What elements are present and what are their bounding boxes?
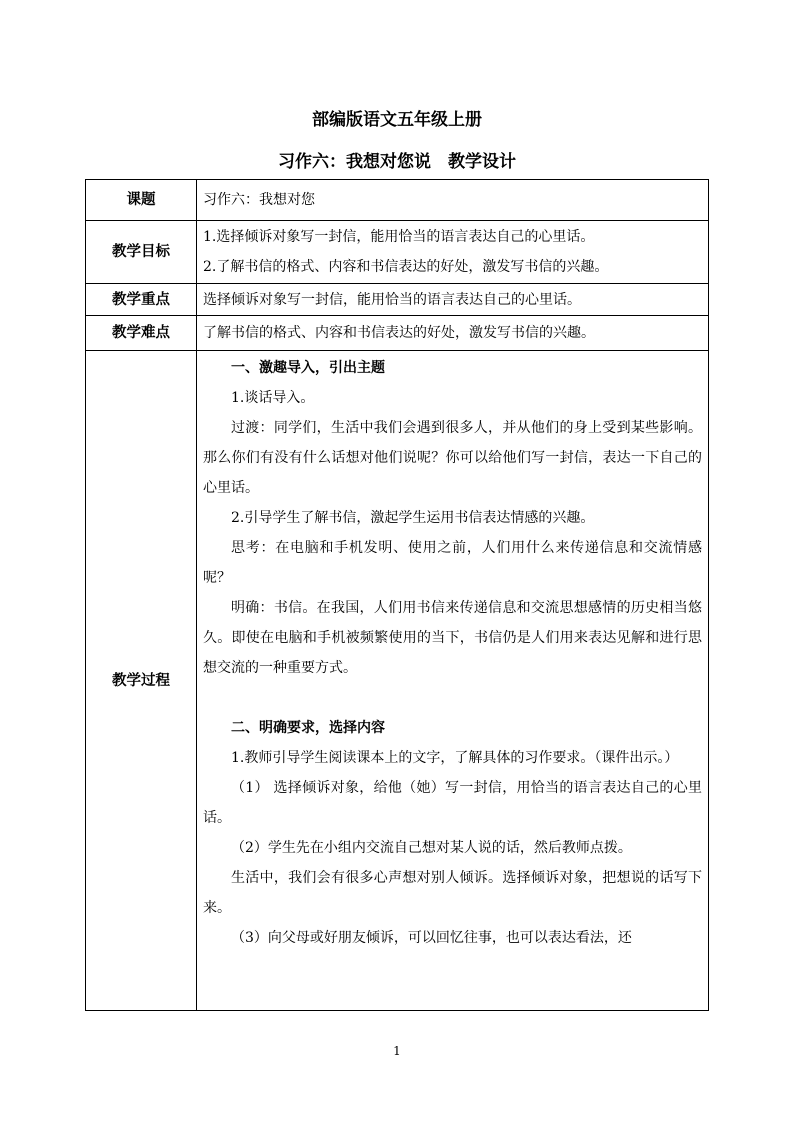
paragraph: 2.引导学生了解书信，激起学生运用书信表达情感的兴趣。 — [231, 510, 595, 526]
key-label: 教学重点 — [86, 284, 197, 316]
section-heading: 二、明确要求，选择内容 — [231, 720, 385, 736]
table-row — [86, 180, 709, 221]
spacer — [203, 683, 702, 713]
difficulty-value: 了解书信的格式、内容和书信表达的好处，激发写书信的兴趣。 — [197, 316, 709, 351]
process-label: 教学过程 — [86, 351, 197, 1011]
goal-item: 2.了解书信的格式、内容和书信表达的好处，激发写书信的兴趣。 — [203, 259, 609, 275]
paragraph: 生活中，我们会有很多心声想对别人倾诉。选择倾诉对象，把想说的话写下来。 — [203, 870, 702, 916]
goals-value — [197, 221, 709, 284]
paragraph: 思考：在电脑和手机发明、使用之前，人们用什么来传递信息和交流情感呢？ — [203, 540, 702, 586]
table-row — [86, 351, 709, 1011]
process-value — [197, 351, 709, 1011]
paragraph: （3）向父母或好朋友倾诉，可以回忆往事，也可以表达看法，还 — [231, 930, 632, 946]
paragraph: 过渡：同学们，生活中我们会遇到很多人，并从他们的身上受到某些影响。那么你们有没有什么话想对他们说呢？你可以给他们写一封信，表达一下自己的心里话。 — [203, 420, 702, 496]
difficulty-label: 教学难点 — [86, 316, 197, 351]
paragraph: （1） 选择倾诉对象，给他（她）写一封信，用恰当的语言表达自己的心里话。 — [203, 780, 702, 826]
document-title: 部编版语文五年级上册 — [312, 110, 482, 130]
key-value: 选择倾诉对象写一封信，能用恰当的语言表达自己的心里话。 — [197, 284, 709, 316]
table-row — [86, 284, 709, 316]
paragraph: （2）学生先在小组内交流自己想对某人说的话，然后教师点拨。 — [231, 840, 632, 856]
page-number: 1 — [393, 1044, 401, 1058]
paragraph: 1.教师引导学生阅读课本上的文字，了解具体的习作要求。（课件出示。） — [231, 750, 679, 766]
topic-value: 习作六：我想对您 — [197, 180, 709, 221]
paragraph: 明确：书信。在我国，人们用书信来传递信息和交流思想感情的历史相当悠久。即使在电脑和手机被频繁使用的当下，书信仍是人们用来表达见解和进行思想交流的一种重要方式。 — [203, 600, 702, 676]
lesson-plan-table — [85, 179, 709, 1011]
paragraph: 1.谈话导入。 — [231, 390, 315, 406]
document-subtitle: 习作六：我想对您说 教学设计 — [278, 152, 516, 172]
topic-label: 课题 — [86, 180, 197, 221]
table-row — [86, 316, 709, 351]
goal-item: 1.选择倾诉对象写一封信，能用恰当的语言表达自己的心里话。 — [203, 229, 595, 245]
table-row — [86, 221, 709, 284]
goals-label: 教学目标 — [86, 221, 197, 284]
section-heading: 一、激趣导入，引出主题 — [231, 360, 385, 376]
